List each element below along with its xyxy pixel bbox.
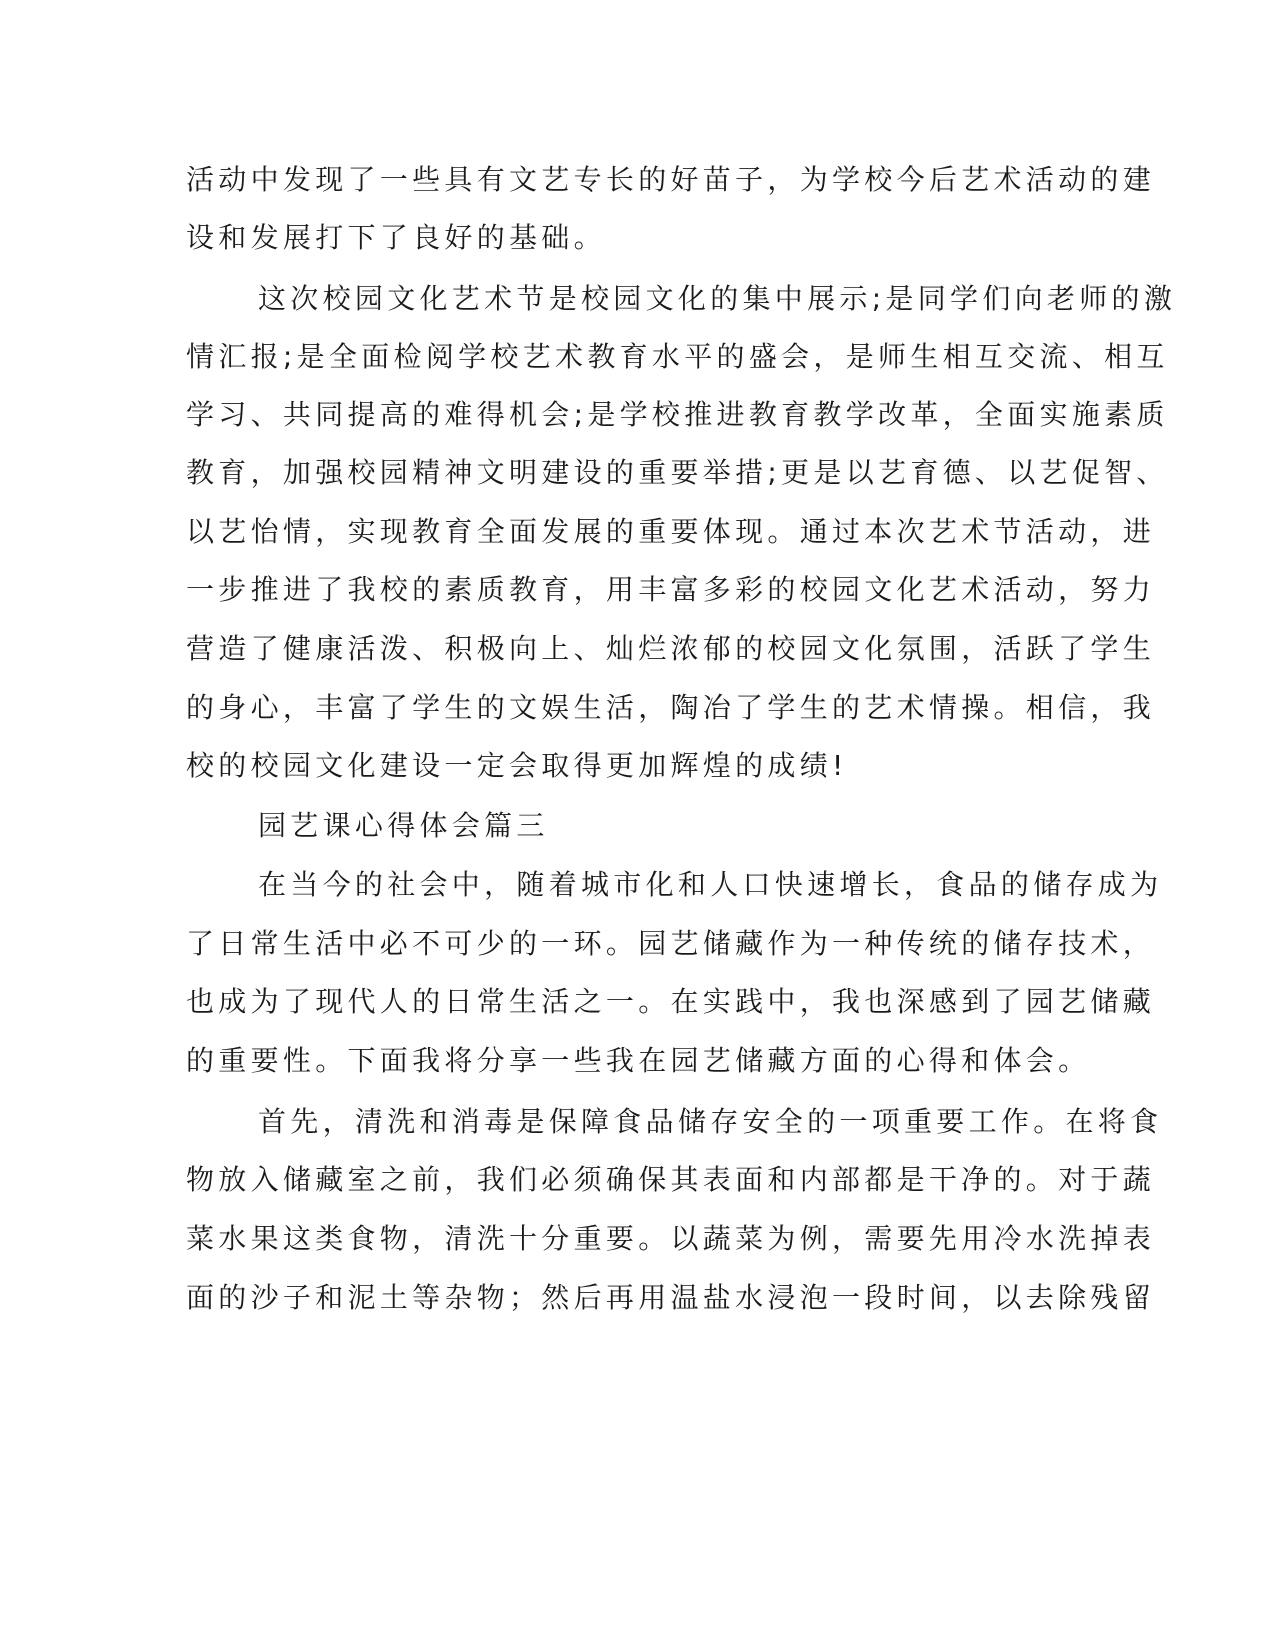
- section-heading: 园艺课心得体会篇三: [258, 809, 549, 842]
- paragraph-line: 学习、共同提高的难得机会;是学校推进教育教学改革，全面实施素质: [186, 398, 1169, 431]
- paragraph-line: 教育，加强校园精神文明建设的重要举措;更是以艺育德、以艺促智、: [186, 456, 1169, 489]
- paragraph-line: 一步推进了我校的素质教育，用丰富多彩的校园文化艺术活动，努力: [186, 573, 1156, 606]
- paragraph-line: 营造了健康活泼、积极向上、灿烂浓郁的校园文化氛围，活跃了学生: [186, 632, 1156, 665]
- paragraph-line: 菜水果这类食物，清洗十分重要。以蔬菜为例，需要先用冷水洗掉表: [186, 1222, 1156, 1255]
- paragraph-line: 校的校园文化建设一定会取得更加辉煌的成绩!: [186, 749, 848, 782]
- paragraph-line: 在当今的社会中，随着城市化和人口快速增长，食品的储存成为: [258, 868, 1163, 901]
- paragraph-line: 面的沙子和泥土等杂物；然后再用温盐水浸泡一段时间，以去除残留: [186, 1281, 1156, 1314]
- paragraph-line: 首先，清洗和消毒是保障食品储存安全的一项重要工作。在将食: [258, 1105, 1163, 1138]
- paragraph-line: 物放入储藏室之前，我们必须确保其表面和内部都是干净的。对于蔬: [186, 1163, 1156, 1196]
- paragraph-line: 的重要性。下面我将分享一些我在园艺储藏方面的心得和体会。: [186, 1044, 1091, 1077]
- paragraph-line: 了日常生活中必不可少的一环。园艺储藏作为一种传统的储存技术，: [186, 927, 1156, 960]
- paragraph-line: 也成为了现代人的日常生活之一。在实践中，我也深感到了园艺储藏: [186, 985, 1156, 1018]
- paragraph-line: 情汇报;是全面检阅学校艺术教育水平的盛会，是师生相互交流、相互: [186, 340, 1169, 373]
- paragraph-line: 这次校园文化艺术节是校园文化的集中展示;是同学们向老师的激: [258, 282, 1177, 315]
- paragraph-line: 设和发展打下了良好的基础。: [186, 221, 606, 254]
- paragraph-line: 以艺怡情，实现教育全面发展的重要体现。通过本次艺术节活动，进: [186, 515, 1156, 548]
- paragraph-line: 的身心，丰富了学生的文娱生活，陶冶了学生的艺术情操。相信，我: [186, 691, 1156, 724]
- paragraph-line: 活动中发现了一些具有文艺专长的好苗子，为学校今后艺术活动的建: [186, 163, 1156, 196]
